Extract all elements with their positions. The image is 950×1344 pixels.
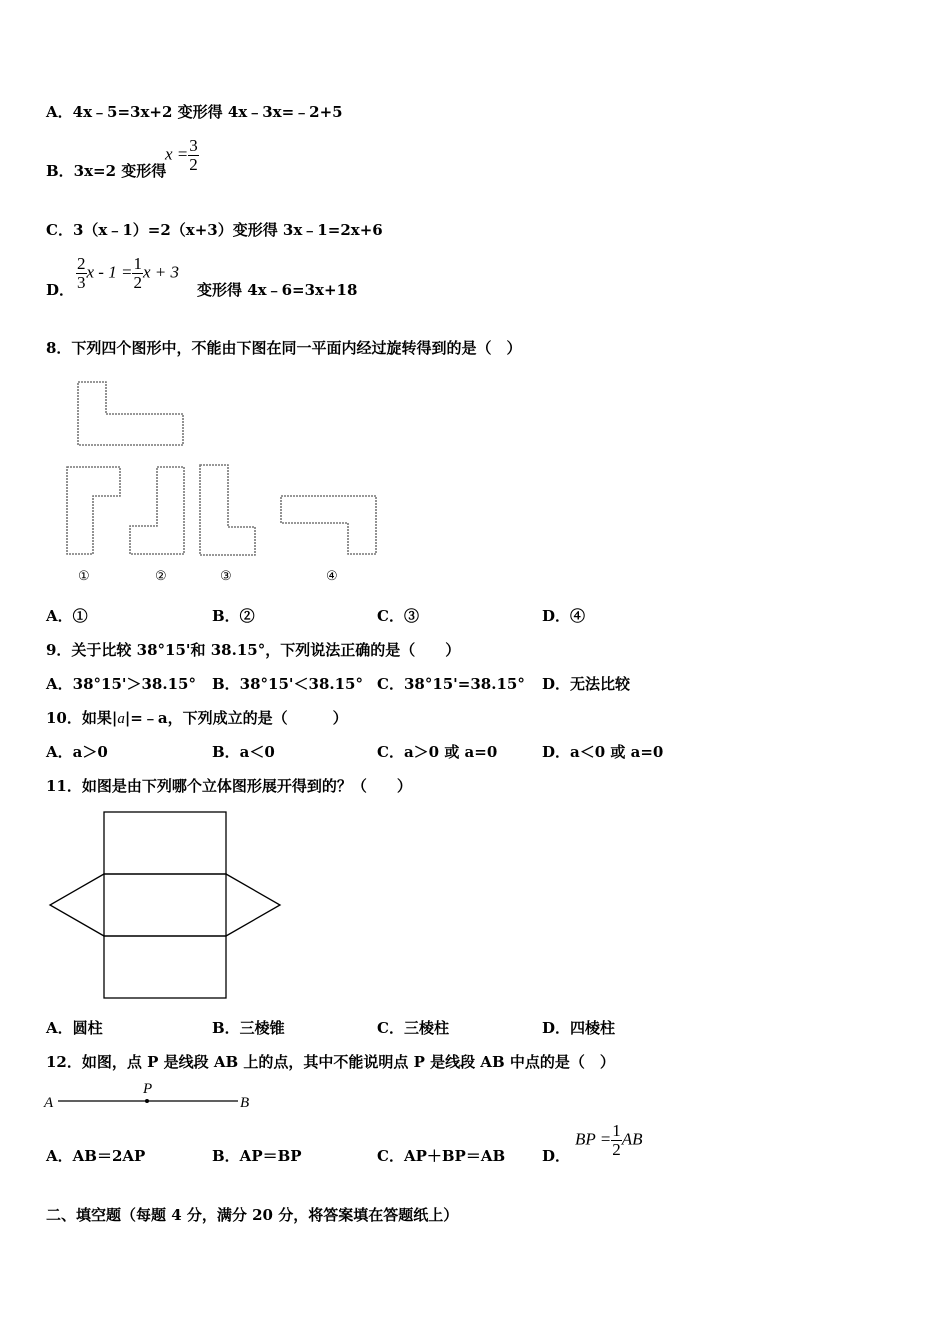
q11-net-rect-top — [104, 812, 226, 874]
q11-net-triangle-right — [226, 874, 280, 936]
q9-option-a: A．38°15'＞38.15° — [46, 675, 196, 693]
q12-d-num: 1 — [612, 1121, 621, 1140]
q12-option-d-math — [575, 1122, 642, 1159]
q8-stem: 8．下列四个图形中，不能由下图在同一平面内经过旋转得到的是（ ） — [46, 339, 522, 357]
q12-label-a: A — [44, 1095, 54, 1111]
q12-option-b: B．AP＝BP — [212, 1147, 302, 1165]
q8-option-b: B．② — [212, 607, 255, 625]
q12-segment-figure — [44, 1082, 264, 1112]
q12-label-b: B — [240, 1095, 250, 1111]
q7-d-frac1 — [76, 255, 87, 292]
q11-net-rect-bottom — [104, 936, 226, 998]
q7-d-frac2-den: 2 — [133, 272, 142, 292]
q8-label-3: ③ — [220, 569, 232, 584]
q7-b-lhs: x = — [165, 144, 189, 164]
q10-stem — [46, 711, 348, 727]
q7-d-mid: x - 1 = — [86, 262, 133, 282]
q7-d-tail: x + 3 — [142, 262, 179, 282]
q8-label-1: ① — [78, 569, 90, 584]
q7-b-num: 3 — [189, 136, 198, 155]
q8-shape-4 — [281, 496, 376, 554]
q8-shape-3 — [200, 465, 255, 555]
q11-net-rect-mid — [104, 874, 226, 936]
q10-option-b: B．a＜0 — [212, 743, 275, 761]
q12-point-p — [145, 1099, 149, 1103]
q12-d-rhs: AB — [621, 1129, 643, 1149]
q7-option-a: A．4x﹣5=3x+2 变形得 4x﹣3x=﹣2+5 — [46, 103, 343, 121]
q12-d-den: 2 — [612, 1139, 621, 1159]
q10-option-a: A．a＞0 — [46, 743, 108, 761]
q11-net-figure — [48, 810, 288, 1005]
q10-stem-var: a — [117, 711, 125, 727]
q10-stem-pre: 10．如果| — [46, 709, 118, 727]
q8-label-4: ④ — [326, 569, 338, 584]
q11-option-a: A．圆柱 — [46, 1019, 103, 1037]
q8-shape-1 — [67, 467, 120, 554]
q8-figure — [60, 378, 380, 593]
q8-option-a: A．① — [46, 607, 88, 625]
q12-option-d: D． — [542, 1147, 571, 1165]
q8-label-2: ② — [155, 569, 167, 584]
q7-d-frac2-num: 1 — [133, 254, 142, 273]
q11-net-triangle-left — [50, 874, 104, 936]
q12-d-fraction — [611, 1122, 622, 1159]
q7-b-fraction — [188, 137, 199, 174]
q12-stem: 12．如图，点 P 是线段 AB 上的点，其中不能说明点 P 是线段 AB 中点的是（ ） — [46, 1053, 615, 1071]
q12-d-lhs: BP = — [575, 1129, 612, 1149]
q7-option-b-math — [165, 137, 199, 174]
q8-original-shape — [78, 382, 183, 445]
q8-option-c: C．③ — [377, 607, 419, 625]
q7-option-d-label: D． — [46, 281, 75, 299]
q12-label-p: P — [143, 1081, 153, 1097]
q10-stem-post: |=﹣a，下列成立的是（ ） — [124, 709, 348, 727]
q7-option-d-math — [76, 255, 179, 292]
section2-title: 二、填空题（每题 4 分，满分 20 分，将答案填在答题纸上） — [46, 1206, 459, 1224]
q7-d-frac1-den: 3 — [77, 272, 86, 292]
q8-option-d: D．④ — [542, 607, 586, 625]
q11-option-c: C．三棱柱 — [377, 1019, 449, 1037]
q8-shape-2 — [130, 467, 184, 554]
q12-option-a: A．AB＝2AP — [46, 1147, 146, 1165]
q11-stem: 11．如图是由下列哪个立体图形展开得到的？（ ） — [46, 777, 412, 795]
q10-option-d: D．a＜0 或 a=0 — [542, 743, 664, 761]
q7-b-den: 2 — [189, 154, 198, 174]
q7-d-frac1-num: 2 — [77, 254, 86, 273]
q9-option-c: C．38°15'=38.15° — [377, 675, 525, 693]
q12-option-c: C．AP＋BP＝AB — [377, 1147, 506, 1165]
q10-option-c: C．a＞0 或 a=0 — [377, 743, 498, 761]
q9-option-b: B．38°15'＜38.15° — [212, 675, 363, 693]
q11-option-d: D．四棱柱 — [542, 1019, 616, 1037]
q7-option-c: C．3（x﹣1）=2（x+3）变形得 3x﹣1=2x+6 — [46, 221, 383, 239]
q7-option-b-text: B．3x=2 变形得 — [46, 162, 167, 180]
q9-stem: 9．关于比较 38°15'和 38.15°，下列说法正确的是（ ） — [46, 641, 461, 659]
q7-d-frac2 — [132, 255, 143, 292]
q7-option-d-suffix: 变形得 4x﹣6=3x+18 — [197, 281, 358, 299]
q11-option-b: B．三棱锥 — [212, 1019, 285, 1037]
q9-option-d: D．无法比较 — [542, 675, 631, 693]
